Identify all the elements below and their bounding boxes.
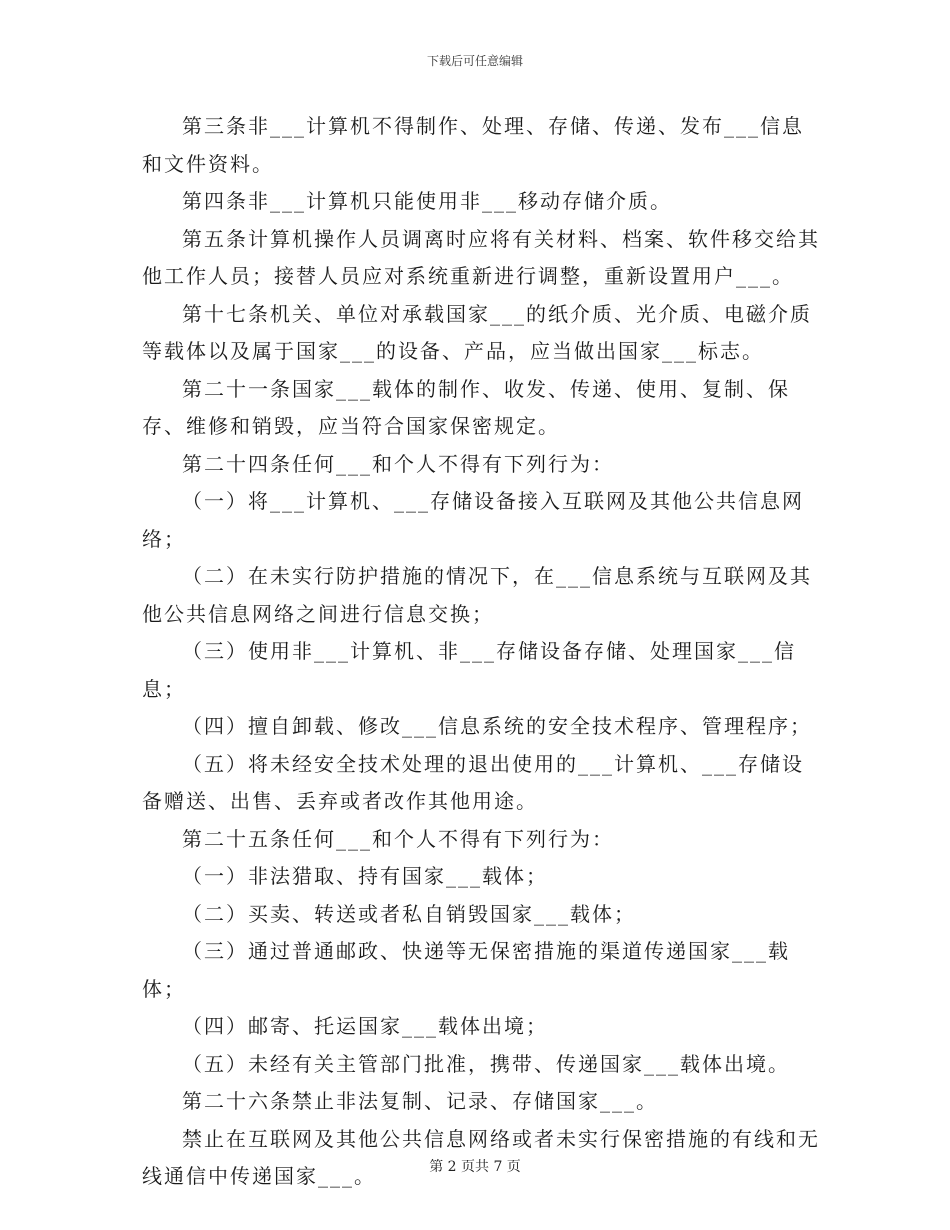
page-number: 第 2 页共 7 页 [429, 1159, 521, 1175]
document-body [142, 108, 822, 1196]
paragraph: （三）通过普通邮政、快递等无保密措施的渠道传递国家___载体； [142, 939, 790, 1001]
paragraph: （一）将___计算机、___存储设备接入互联网及其他公共信息网络； [142, 489, 804, 551]
paragraph: （五）未经有关主管部门批准，携带、传递国家___载体出境。 [182, 1051, 790, 1076]
paragraph: （五）将未经安全技术处理的退出使用的___计算机、___存储设备赠送、出售、丢弃或者改作其他用途。 [142, 751, 804, 813]
paragraph: （四）擅自卸载、修改___信息系统的安全技术程序、管理程序； [182, 714, 812, 738]
paragraph: 第二十六条禁止非法复制、记录、存储国家___。 [182, 1089, 658, 1113]
paragraph: （四）邮寄、托运国家___载体出境； [182, 1014, 548, 1038]
paragraph: 第二十五条任何___和个人不得有下列行为： [182, 826, 614, 851]
paragraph: （三）使用非___计算机、非___存储设备存储、处理国家___信息； [142, 639, 796, 701]
paragraph: 第五条计算机操作人员调离时应将有关材料、档案、软件移交给其他工作人员；接替人员应对系统重新进行调整，重新设置用户___。 [142, 226, 820, 288]
paragraph: 禁止在互联网及其他公共信息网络或者未实行保密措施的有线和无线通信中传递国家___。 [142, 1126, 820, 1188]
paragraph: 第二十一条国家___载体的制作、收发、传递、使用、复制、保存、维修和销毁，应当符合国家保密规定。 [142, 376, 790, 438]
paragraph: 第二十四条任何___和个人不得有下列行为： [182, 451, 614, 476]
paragraph: 第三条非___计算机不得制作、处理、存储、传递、发布___信息和文件资料。 [142, 114, 804, 176]
page-header: 下载后可任意编辑 [426, 54, 523, 68]
paragraph: 第十七条机关、单位对承载国家___的纸介质、光介质、电磁介质等载体以及属于国家___的设备、产品，应当做出国家___标志。 [142, 301, 812, 363]
paragraph: （二）买卖、转送或者私自销毁国家___载体； [182, 901, 636, 926]
paragraph: 第四条非___计算机只能使用非___移动存储介质。 [182, 189, 672, 213]
paragraph: （二）在未实行防护措施的情况下，在___信息系统与互联网及其他公共信息网络之间进行信息交换； [142, 564, 812, 626]
paragraph: （一）非法猎取、持有国家___载体； [182, 864, 548, 888]
